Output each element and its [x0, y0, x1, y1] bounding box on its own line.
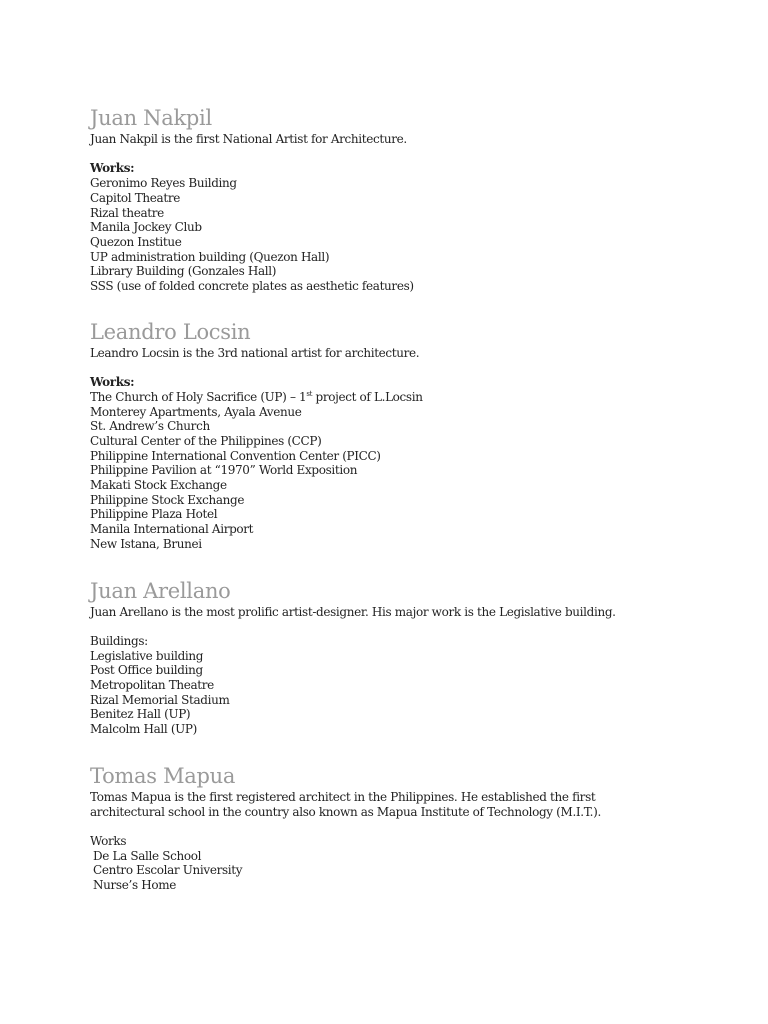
list-item-text: project of L.Locsin: [312, 389, 423, 404]
list-item: Manila Jockey Club: [90, 220, 202, 235]
works-list: [90, 849, 690, 893]
section-intro: Juan Nakpil is the first National Artist for Architecture.: [90, 132, 407, 146]
list-item: Makati Stock Exchange: [90, 478, 227, 493]
list-item: Philippine International Convention Center (PICC): [90, 448, 381, 463]
section-juan-nakpil: [90, 104, 690, 294]
list-item: Rizal Memorial Stadium: [90, 692, 230, 707]
list-item: Rizal theatre: [90, 205, 164, 220]
document-page: [90, 104, 690, 893]
list-item: Capitol Theatre: [90, 190, 180, 205]
list-item: Cultural Center of the Philippines (CCP): [90, 433, 322, 448]
list-item: St. Andrew’s Church: [90, 419, 210, 434]
works-list: [90, 390, 690, 552]
section-heading: Leandro Locsin: [90, 319, 251, 344]
list-item: Geronimo Reyes Building: [90, 176, 237, 191]
list-item: Philippine Stock Exchange: [90, 492, 245, 507]
list-item: [90, 390, 690, 405]
list-item: Library Building (Gonzales Hall): [90, 264, 277, 279]
works-label: Works:: [90, 161, 135, 176]
list-item: UP administration building (Quezon Hall): [90, 249, 330, 264]
list-item: Philippine Plaza Hotel: [90, 507, 218, 522]
blank-line: [90, 147, 690, 162]
section-intro: Tomas Mapua is the first registered architect in the Philippines. He established the first architectural school in the country also known as Mapua Institute of Technology (M.I.T.).: [90, 789, 601, 819]
blank-line: [90, 619, 690, 634]
list-item: Malcolm Hall (UP): [90, 722, 197, 737]
section-tomas-mapua: [90, 762, 690, 893]
list-item: Legislative building: [90, 648, 204, 663]
section-intro: Juan Arellano is the most prolific artist-designer. His major work is the Legislative building.: [90, 604, 616, 619]
works-label: Works: [90, 833, 127, 848]
works-label: Buildings:: [90, 633, 148, 648]
list-item: Post Office building: [90, 663, 203, 678]
list-item: Centro Escolar University: [93, 863, 243, 878]
list-item: SSS (use of folded concrete plates as aesthetic features): [90, 279, 414, 294]
list-item: Nurse’s Home: [93, 878, 176, 893]
section-heading: Tomas Mapua: [90, 763, 236, 788]
works-list: [90, 176, 690, 294]
list-item: Philippine Pavilion at “1970” World Exposition: [90, 463, 358, 478]
list-item: Metropolitan Theatre: [90, 678, 214, 693]
list-item-text: The Church of Holy Sacrifice (UP) – 1: [90, 389, 307, 404]
section-intro: Leandro Locsin is the 3rd national artist for architecture.: [90, 345, 420, 360]
list-item: De La Salle School: [93, 848, 202, 863]
list-item: Monterey Apartments, Ayala Avenue: [90, 404, 302, 419]
list-item: Benitez Hall (UP): [90, 707, 191, 722]
blank-line: [90, 819, 690, 834]
list-item: Quezon Institue: [90, 234, 182, 249]
works-list: [90, 649, 690, 737]
section-leandro-locsin: [90, 318, 690, 552]
section-juan-arellano: [90, 577, 690, 737]
ordinal-superscript: st: [306, 389, 313, 398]
list-item: Manila International Airport: [90, 522, 254, 537]
list-item: New Istana, Brunei: [90, 536, 202, 551]
blank-line: [90, 360, 690, 375]
section-heading: Juan Nakpil: [90, 106, 212, 130]
works-label: Works:: [90, 375, 135, 390]
section-heading: Juan Arellano: [90, 578, 231, 603]
